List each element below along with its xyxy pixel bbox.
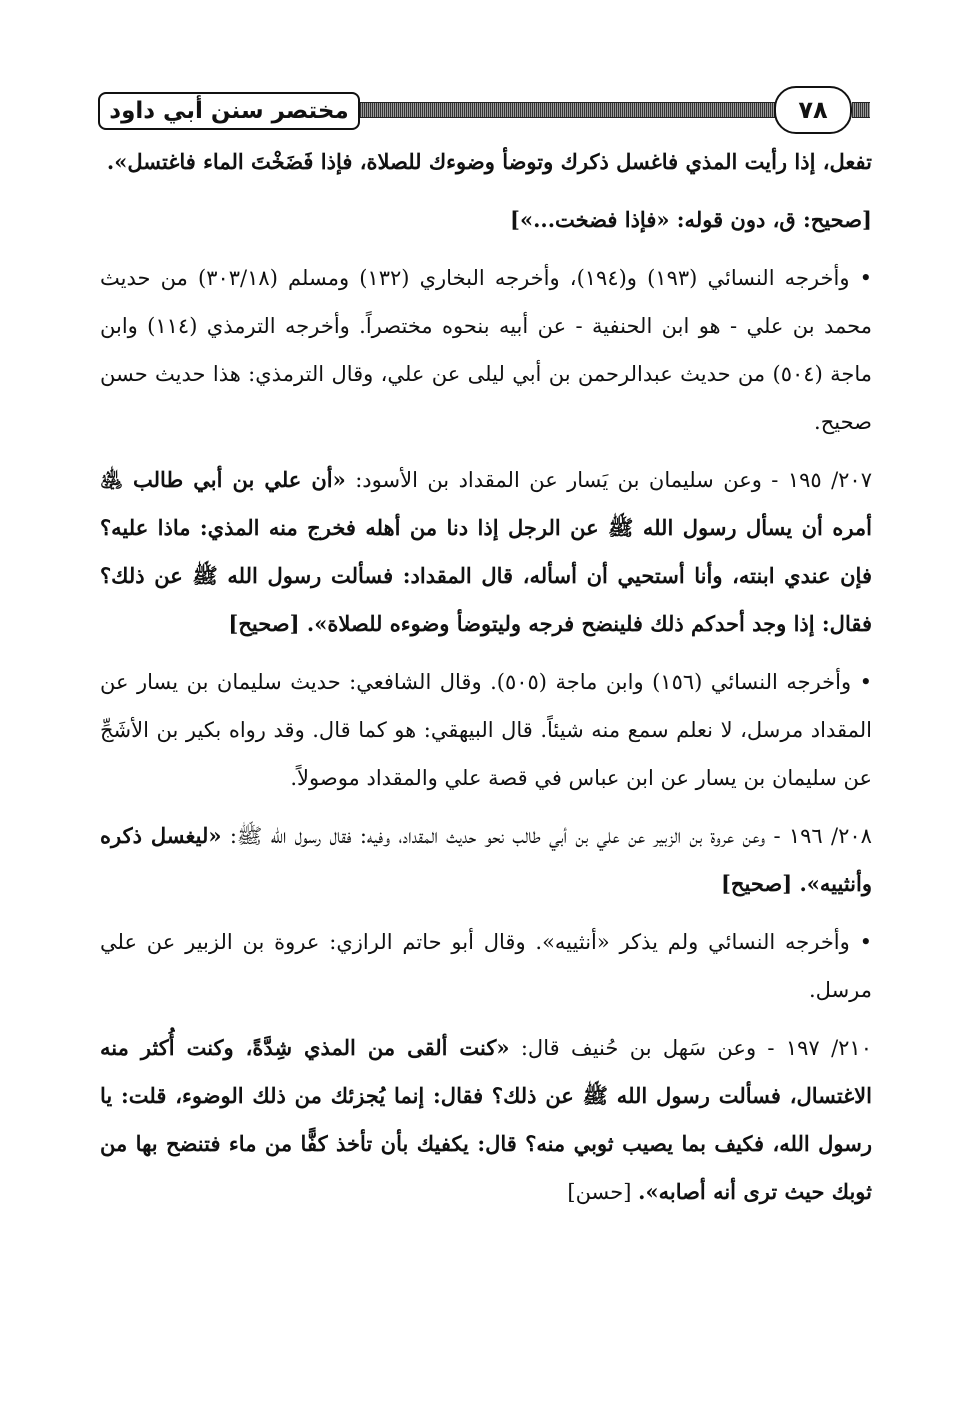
- page-header: [98, 82, 870, 134]
- hadith-grade: [صحيح: ق، دون قوله: «فإذا فضخت...»]: [510, 207, 872, 232]
- hadith-isnad: ٢١٠/ ١٩٧ - وعن سَهل بن حُنيف قال:: [520, 1036, 872, 1060]
- takhrij-note: • وأخرجه النسائي (١٩٣) و(١٩٤)، وأخرجه البخاري (١٣٢) ومسلم (٣٠٣/١٨) من حديث محمد بن علي - هو ابن الحنفية - عن أبيه بنحوه مختصراً. وأخرجه الترمذي (١١٤) وابن ماجة (٥٠٤) من حديث عبدالرحمن بن أبي ليلى عن علي، وقال الترمذي: هذا حديث حسن صحيح.: [100, 266, 872, 434]
- hadith-paragraph: [100, 1024, 872, 1216]
- takhrij-note: • وأخرجه النسائي ولم يذكر «أنثييه». وقال أبو حاتم الرازي: عروة بن الزبير عن علي مرسل.: [100, 930, 872, 1002]
- hadith-paragraph: [100, 812, 872, 908]
- hadith-matn: «أن علي بن أبي طالب ﵁ أمره أن يسأل رسول الله ﷺ عن الرجل إذا دنا من أهله فخرج منه المذي: ماذا عليه؟ فإن عندي ابنته، وأنا أستحيي أن أسأله، قال المقداد: فسألت رسول الله ﷺ عن ذلك؟ فقال: إذا وجد أحدكم ذلك فلينضح فرجه وليتوضأ وضوءه للصلاة». [صحيح]: [100, 467, 872, 636]
- header-rule: [360, 102, 778, 118]
- hadith-matn: «كنت ألقى من المذي شِدَّةً، وكنت أُكثر منه الاغتسال، فسألت رسول الله ﷺ عن ذلك؟ فقال: إنما يُجزئك من ذلك الوضوء، قلت: يا رسول الله، فكيف بما يصيب ثوبي منه؟ قال: يكفيك بأن تأخذ كفًّا من ماء فتنضح بها من ثوبك حيث ترى أنه أصابه».: [100, 1035, 872, 1204]
- page-number: ٧٨: [774, 86, 852, 134]
- hadith-isnad: ٢٠٧/ ١٩٥ - وعن سليمان بن يَسار عن المقداد بن الأسود:: [355, 468, 872, 492]
- hadith-text: تفعل، إذا رأيت المذي فاغسل ذكرك وتوضأ وضوءك للصلاة، فإذا فَضَخْتَ الماء فاغتسل».: [106, 149, 872, 174]
- takhrij-note: • وأخرجه النسائي (١٥٦) وابن ماجة (٥٠٥). وقال الشافعي: حديث سليمان بن يسار عن المقداد مرسل، لا نعلم سمع منه شيئاً. قال البيهقي: هو كما قال. وقد رواه بكير بن الأشَجِّ عن سليمان بن يسار عن ابن عباس في قصة علي والمقداد موصولاً.: [100, 670, 872, 790]
- hadith-matn: «ليغسل ذكره وأنثييه». [صحيح]: [100, 823, 872, 896]
- page-body: [100, 138, 872, 1226]
- hadith-isnad: ٢٠٨/ ١٩٦ - وعن عروة بن الزبير عن علي بن أبي طالب نحو حديث المقداد، وفيه: فقال رسول الله ﷺ:: [229, 824, 872, 848]
- book-title: مختصر سنن أبي داود: [98, 92, 360, 130]
- hadith-paragraph: [100, 456, 872, 648]
- hadith-grade: [حسن]: [567, 1180, 632, 1204]
- header-rule-end: [852, 102, 870, 118]
